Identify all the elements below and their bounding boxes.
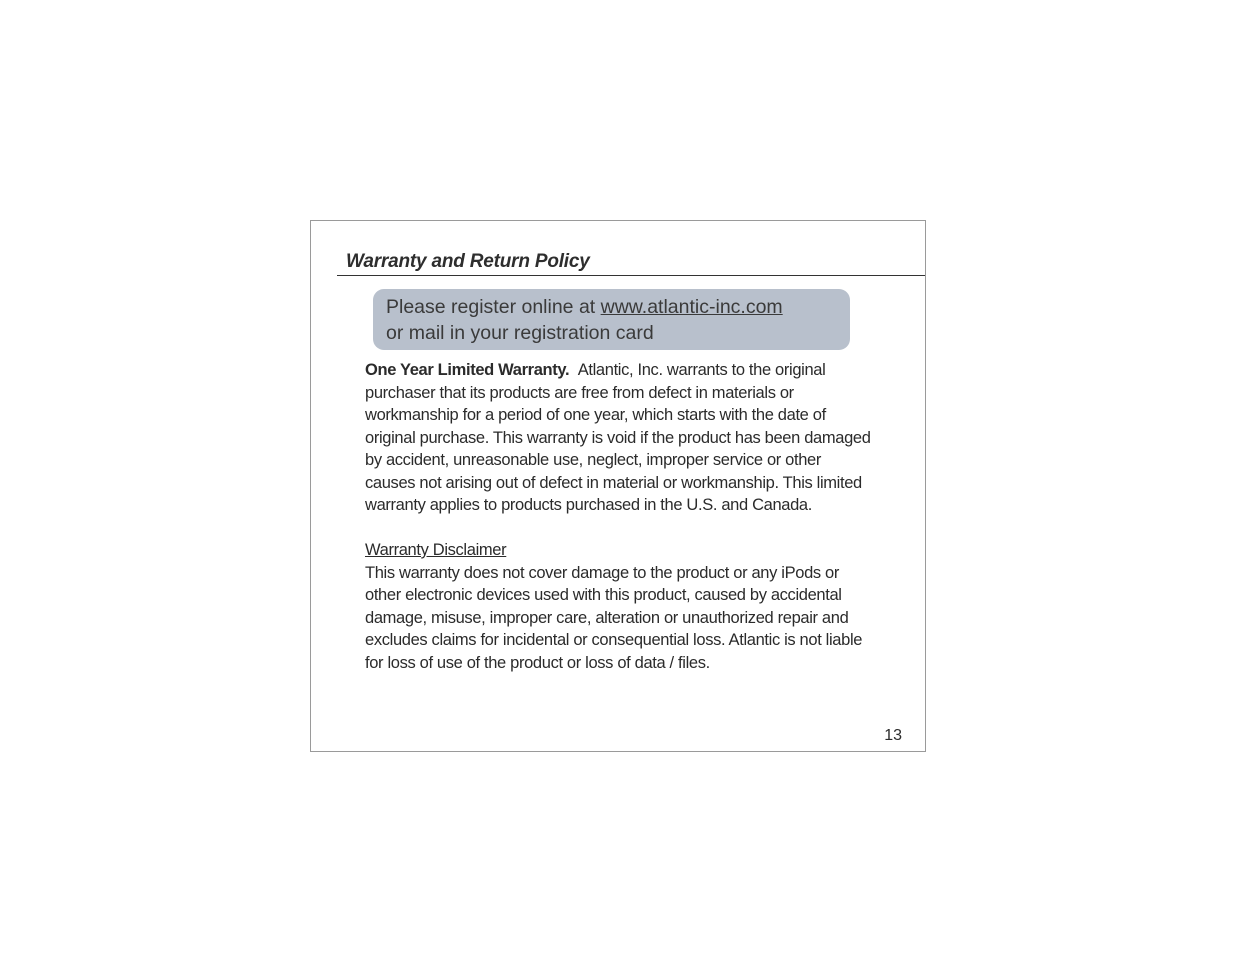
warranty-text: purchaser that its products are free from defect in materials or [365, 383, 794, 402]
disclaimer-text: other electronic devices used with this product, caused by accidental [365, 586, 842, 604]
page-number: 13 [884, 727, 902, 744]
registration-line-1 [386, 294, 850, 320]
disclaimer-text: This warranty does not cover damage to the product or any iPods or [365, 563, 839, 582]
paragraph-spacer [365, 517, 905, 540]
warranty-title: One Year Limited Warranty. [365, 361, 570, 379]
disclaimer-text: damage, misuse, improper care, alteration or unauthorized repair and [365, 608, 849, 627]
registration-link[interactable]: www.atlantic-inc.com [600, 296, 783, 318]
registration-prefix: Please register online at [386, 296, 601, 318]
manual-page [310, 220, 926, 752]
warranty-body [365, 359, 905, 674]
registration-line-2: or mail in your registration card [386, 322, 654, 344]
warranty-text: warranty applies to products purchased in the U.S. and Canada. [365, 496, 812, 514]
disclaimer-text: excludes claims for incidental or consequential loss. Atlantic is not liable [365, 631, 863, 649]
warranty-text: by accident, unreasonable use, neglect, improper service or other [365, 451, 822, 469]
registration-callout [373, 289, 850, 350]
warranty-text: Atlantic, Inc. warrants to the original [577, 361, 826, 379]
disclaimer-title: Warranty Disclaimer [365, 541, 507, 559]
heading-divider [337, 275, 925, 276]
warranty-text: causes not arising out of defect in material or workmanship. This limited [365, 473, 862, 492]
warranty-text: original purchase. This warranty is void if the product has been damaged [365, 428, 871, 447]
warranty-text: workmanship for a period of one year, which starts with the date of [365, 406, 826, 424]
disclaimer-text: for loss of use of the product or loss of data / files. [365, 653, 710, 672]
warranty-line-1 [365, 359, 905, 382]
page-heading: Warranty and Return Policy [346, 251, 590, 272]
